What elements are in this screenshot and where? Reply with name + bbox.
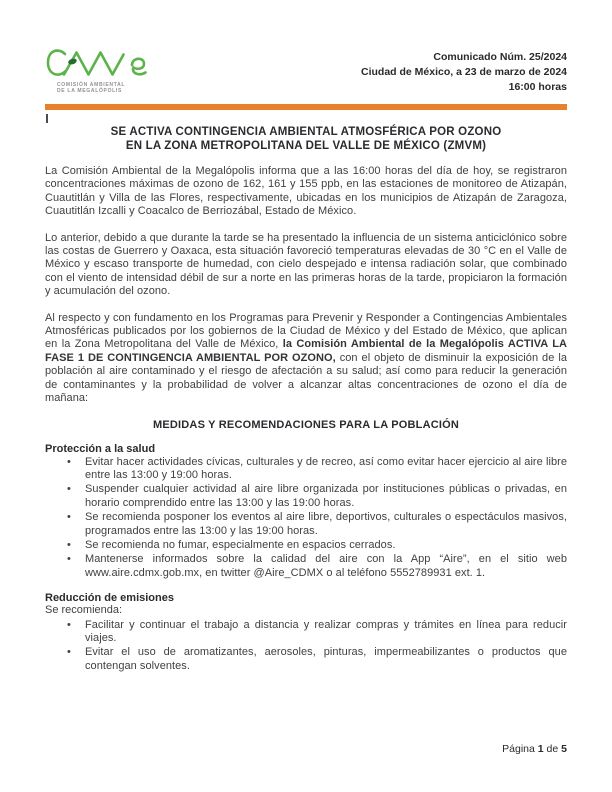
list-item: • Facilitar y continuar el trabajo a distancia y realizar compras y trámites en línea para reducir viajes. — [65, 619, 567, 646]
text-cursor-mark — [46, 114, 48, 123]
orange-divider-bar — [45, 104, 567, 110]
paragraph-phase1-bold: la Comisión Ambiental de la Megalópolis ACTIVA LA FASE 1 DE CONTINGENCIA AMBIENTAL POR OZONO, — [45, 338, 567, 364]
logo-subtext-line1: COMISIÓN AMBIENTAL — [57, 82, 126, 88]
document-title-line1: SE ACTIVA CONTINGENCIA AMBIENTAL ATMOSFÉRICA POR OZONO — [110, 126, 502, 138]
page-number-current: 1 — [537, 743, 544, 755]
paragraph-phase1-pre: Al respecto y con fundamento en los Programas para Prevenir y Responder a Contingencias Ambientales Atmosféricas publicados por los gobiernos de la Ciudad de México y del Estado de México, que aplican en la Zona Metropolitana del Valle de México, — [45, 311, 567, 351]
emissions-reduction-heading: Reducción de emisiones — [45, 592, 174, 605]
list-item: • Mantenerse informados sobre la calidad del aire con la App “Aire”, en el sitio web www.aire.cdmx.gob.mx, en twitter @Aire_CDMX o al teléfono 5552789931 ext. 1. — [65, 553, 567, 580]
emissions-intro: Se recomienda: — [45, 604, 123, 617]
paragraph-weather-causes: Lo anterior, debido a que durante la tarde se ha presentado la influencia de un sistema anticiclónico sobre las costas de Guerrero y Oaxaca, esta situación favoreció temperaturas elevadas de 30 °C en el Valle de México y escaso transporte de humedad, con cielo despejado e intensa radiación solar, que combinado con el viento de intensidad débil de sur a norte en las primeras horas de la tarde, propiciaron la formación y acumulación del ozono. — [45, 231, 567, 298]
logo-subtext — [57, 82, 163, 94]
page-number-label: Página — [502, 743, 538, 755]
list-item: • Suspender cualquier actividad al aire libre organizada por instituciones públicas o privadas, en horario comprendido entre las 13:00 y las 19:00 horas. — [65, 483, 567, 510]
list-item: • Evitar el uso de aromatizantes, aerosoles, pinturas, impermeabilizantes o productos que contengan solventes. — [65, 646, 567, 673]
document-title — [45, 125, 567, 153]
health-protection-heading: Protección a la salud — [45, 442, 156, 455]
comunicado-number: Comunicado Núm. 25/2024 — [433, 51, 567, 63]
page-number-total: 5 — [561, 743, 567, 755]
page-number — [502, 743, 567, 755]
paragraph-phase1-activation — [45, 312, 567, 406]
paragraph-phase1-post: con el objeto de disminuir la exposición de la población al aire contaminado y el riesgo de afectación a su salud; así como para reducir la generación de contaminantes y la probabilidad de volver a alcanzar altas concentraciones de ozono el día de mañana: — [45, 351, 567, 405]
page-number-separator: de — [543, 743, 562, 755]
emissions-reduction-list — [45, 619, 567, 674]
list-item: • Evitar hacer actividades cívicas, culturales y de recreo, así como evitar hacer ejercicio al aire libre entre las 13:00 y 19:00 horas. — [65, 456, 567, 483]
list-item: • Se recomienda no fumar, especialmente en espacios cerrados. — [65, 539, 567, 552]
came-logo — [45, 46, 163, 94]
paragraph-ozone-levels: La Comisión Ambiental de la Megalópolis informa que a las 16:00 horas del día de hoy, se registraron concentraciones máximas de ozono de 162, 161 y 155 ppb, en las estaciones de monitoreo de Atizapán, Cuautitlán y Villa de las Flores, respectivamente, ubicadas en los municipios de Atizapán de Zaragoza, Cuautitlán Izcalli y Coacalco de Berriozábal, Estado de México. — [45, 165, 567, 218]
page-header — [45, 0, 567, 95]
place-and-date: Ciudad de México, a 23 de marzo de 2024 — [361, 66, 567, 78]
measures-section-heading: MEDIDAS Y RECOMENDACIONES PARA LA POBLACIÓN — [152, 418, 460, 431]
logo-subtext-line2: DE LA MEGALÓPOLIS — [57, 88, 123, 94]
document-title-line2: EN LA ZONA METROPOLITANA DEL VALLE DE MÉXICO (ZMVM) — [125, 140, 487, 152]
time: 16:00 horas — [508, 81, 567, 93]
header-meta — [361, 46, 567, 95]
list-item: • Se recomienda posponer los eventos al aire libre, deportivos, culturales o espectáculos masivos, programados entre las 13:00 y las 19:00 horas. — [65, 511, 567, 538]
health-protection-list — [45, 456, 567, 581]
came-logo-icon — [45, 46, 149, 80]
